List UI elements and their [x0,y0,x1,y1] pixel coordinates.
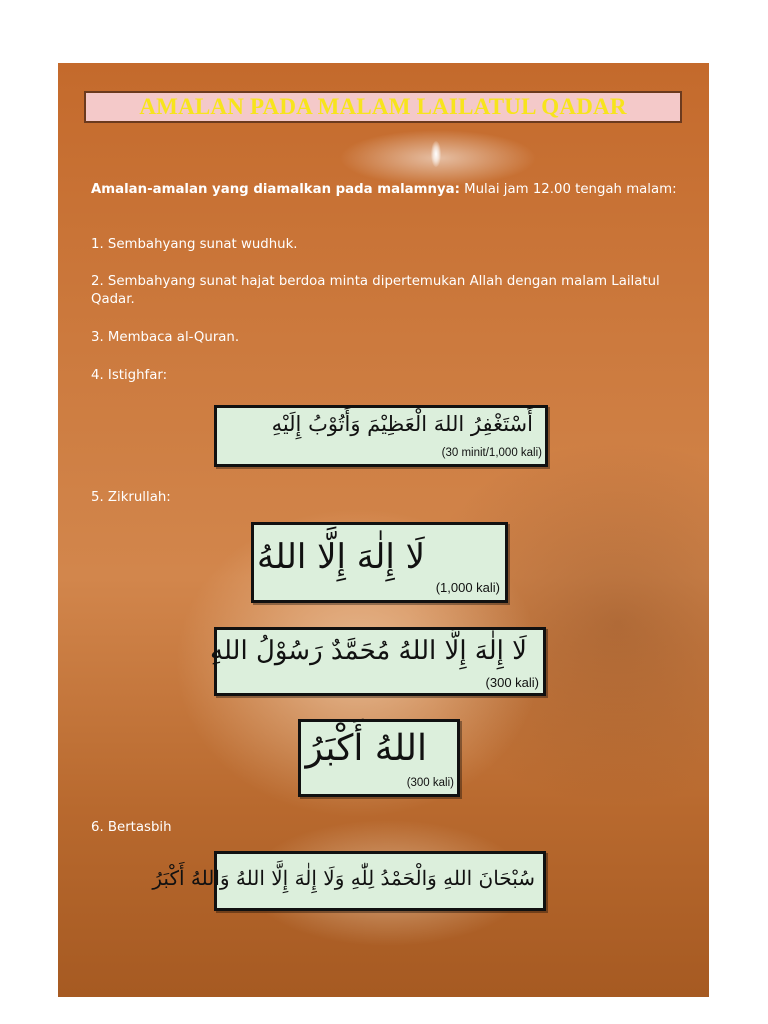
sun-glow [431,141,441,167]
list-item-3: 3. Membaca al-Quran. [91,330,240,345]
tasbih-panel [152,851,546,911]
tahlil-count: (1,000 kali) [435,580,500,595]
tahlil-panel [251,522,508,603]
shahada-panel [210,627,546,696]
list-item-5: 5. Zikrullah: [91,490,171,505]
list-item-6: 6. Bertasbih [91,820,172,835]
intro-rest: Mulai jam 12.00 tengah malam: [459,182,677,197]
takbir-count: (300 kali) [406,777,454,789]
list-item-2: 2. Sembahyang sunat hajat berdoa minta dipertemukan Allah dengan malam Lailatul Qadar. [91,274,660,307]
intro-bold: Amalan-amalan yang diamalkan pada malamnya: [91,182,460,197]
title-banner [84,91,682,123]
istighfar-panel [214,405,548,467]
list-item-1: 1. Sembahyang sunat wudhuk. [91,237,298,252]
list-item-4: 4. Istighfar: [91,368,168,383]
takbir-panel [298,719,460,797]
intro-paragraph [91,181,681,199]
shahada-count: (300 kali) [485,675,539,690]
tahlil-arabic: لَا إِلٰهَ إِلَّا اللهُ [257,537,425,577]
shahada-arabic: لَا إِلٰهَ إِلَّا اللهُ مُحَمَّدٌ رَسُوْلُ اللهِ [210,636,527,666]
istighfar-arabic: أَسْتَغْفِرُ اللهَ الْعَظِيْمَ وَأَتُوْبُ إِلَيْهِ [271,412,533,436]
takbir-arabic: اللهُ أَكْبَرُ [305,728,427,769]
tasbih-arabic: سُبْحَانَ اللهِ وَالْحَمْدُ لِلّٰهِ وَلَا إِلٰهَ إِلَّا اللهُ وَاللهُ أَكْبَرُ [152,866,535,890]
document-page [58,63,709,997]
istighfar-count: (30 minit/1,000 kali) [441,447,542,459]
page-title: AMALAN PADA MALAM LAILATUL QADAR [139,94,627,119]
